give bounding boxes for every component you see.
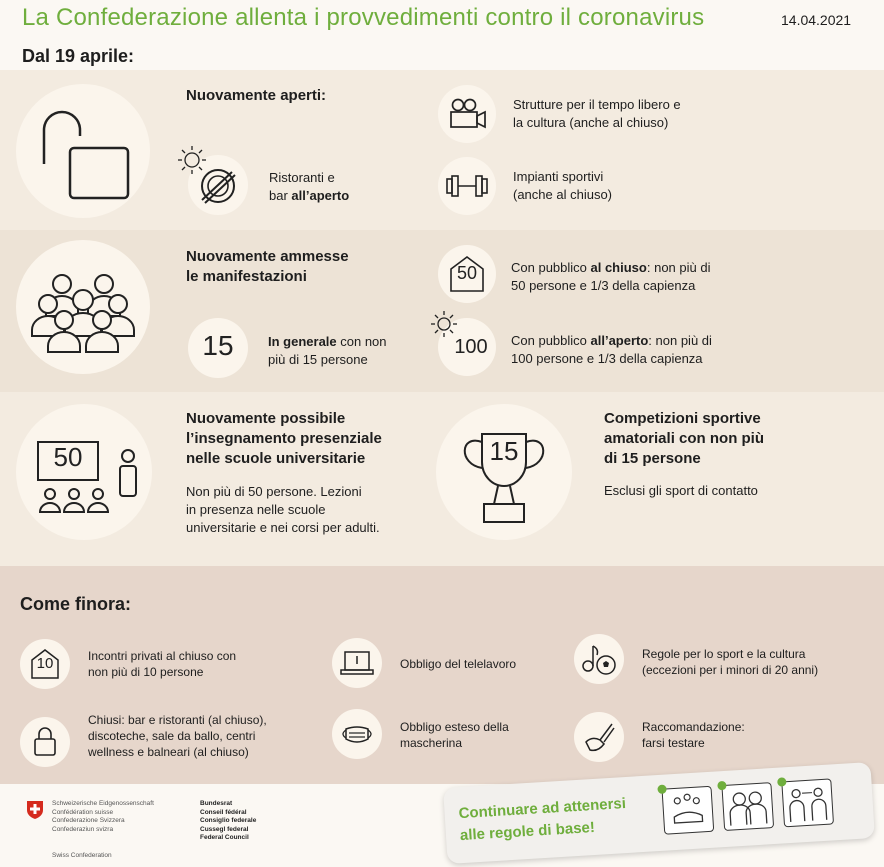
people-distance-icon — [782, 779, 833, 826]
trophy-icon — [436, 404, 572, 540]
since-heading: Dal 19 aprile: — [22, 46, 135, 66]
teaching-body-1: Non più di 50 persone. Lezioni — [186, 484, 362, 499]
swiss-confederation: Swiss Confederation — [52, 852, 112, 859]
mask-text — [400, 719, 509, 751]
general-bold: In generale — [268, 334, 337, 349]
card-line1: Continuare ad attenersi — [458, 795, 627, 823]
sports-line1: Impianti sportivi — [513, 169, 604, 184]
badge-100: 100 — [454, 336, 488, 358]
video-camera-icon — [438, 85, 496, 143]
handwashing-box — [662, 786, 715, 835]
trophy-badge-15: 15 — [489, 436, 519, 466]
date-label: 14.04.2021 — [781, 12, 852, 28]
teaching-heading-1: Nuovamente possibile — [186, 410, 346, 427]
outdoor-a: Con pubblico — [511, 333, 591, 348]
distance-box — [781, 778, 834, 827]
handwashing-icon — [663, 787, 714, 834]
laptop-icon — [332, 638, 382, 688]
outdoor-audience-text — [511, 332, 712, 368]
leisure-line1: Strutture per il tempo libero e — [513, 97, 681, 112]
people-masks-icon — [722, 783, 773, 830]
conf-fr: Confédération suisse — [52, 808, 114, 816]
restaurants-line2a: bar — [269, 188, 292, 203]
private-meetings-text — [88, 648, 236, 680]
note-ball-icon — [574, 634, 624, 684]
outdoor-c: : non più di — [648, 333, 712, 348]
mask-line2: mascherina — [400, 736, 463, 750]
unchanged-heading: Come finora: — [20, 594, 132, 614]
competitions-body: Esclusi gli sport di contatto — [604, 483, 758, 498]
restaurants-line1: Ristoranti e — [269, 170, 335, 185]
confederation-names — [52, 800, 154, 834]
teaching-body-3: universitarie e nei corsi per adulti. — [186, 520, 380, 535]
leisure-text — [513, 96, 681, 132]
open-lock-icon — [16, 84, 150, 218]
culture-line1: Regole per lo sport e la cultura — [642, 647, 806, 661]
indoor-line2: 50 persone e 1/3 della capienza — [511, 278, 696, 293]
page-title: La Confederazione allenta i provvedimenti contro il coronavirus — [22, 4, 705, 31]
crowd-icon — [16, 240, 150, 374]
basic-rules-text — [458, 793, 628, 847]
indoor-audience-text — [511, 259, 710, 295]
indoor-b: al chiuso — [590, 260, 647, 275]
council-de: Bundesrat — [200, 800, 233, 807]
culture-line2: (eccezioni per i minori di 20 anni) — [642, 663, 819, 677]
lock-icon — [20, 717, 70, 767]
teaching-body — [186, 483, 380, 537]
card-line2: alle regole di base! — [459, 818, 596, 845]
private-line2: non più di 10 persone — [88, 665, 204, 679]
closed-line1: Chiusi: bar e ristoranti (al chiuso), — [88, 713, 267, 727]
restaurants-line2b: all’aperto — [291, 188, 350, 203]
outdoor-line2: 100 persone e 1/3 della capienza — [511, 351, 703, 366]
mask-icon — [332, 709, 382, 759]
conf-de: Schweizerische Eidgenossenschaft — [52, 800, 154, 807]
sports-facilities-text — [513, 168, 612, 204]
test-swab-icon — [574, 712, 624, 762]
leisure-line2: la cultura (anche al chiuso) — [513, 115, 669, 130]
events-heading-line1: Nuovamente ammesse — [186, 248, 349, 265]
private-line1: Incontri privati al chiuso con — [88, 649, 237, 663]
events-heading-line2: le manifestazioni — [186, 268, 307, 285]
indoor-a: Con pubblico — [511, 260, 591, 275]
council-fr: Conseil fédéral — [200, 808, 247, 816]
competitions-heading-3: di 15 persone — [604, 450, 701, 467]
restaurant-sun-icon — [172, 140, 252, 220]
swiss-shield-icon — [26, 800, 44, 820]
badge-10: 10 — [36, 655, 54, 672]
distance-masks-box — [721, 782, 774, 831]
events-heading — [186, 247, 349, 287]
competitions-heading-1: Competizioni sportive — [604, 410, 761, 427]
competitions-heading-2: amatoriali con non più — [604, 430, 765, 447]
council-rm: Cussegl federal — [200, 825, 249, 833]
telework-text: Obbligo del telelavoro — [400, 657, 517, 671]
restaurants-text — [269, 169, 349, 205]
closed-line2: discoteche, sale da ballo, centri — [88, 729, 256, 743]
badge-15: 15 — [202, 330, 234, 361]
teaching-heading-3: nelle scuole universitarie — [186, 450, 366, 467]
testing-text — [642, 719, 745, 751]
testing-line1: Raccomandazione: — [642, 720, 745, 734]
competitions-heading — [604, 409, 764, 469]
closed-venues-text — [88, 712, 267, 760]
teaching-heading-2: l’insegnamento presenziale — [186, 430, 382, 447]
teaching-body-2: in presenza nelle scuole — [186, 502, 326, 517]
classroom-badge-50: 50 — [53, 442, 83, 472]
sport-culture-text — [642, 646, 818, 678]
closed-line3: wellness e balneari (al chiuso) — [88, 745, 249, 759]
general-line2: più di 15 persone — [268, 352, 368, 367]
outdoor-b: all’aperto — [590, 333, 649, 348]
badge-50-house: 50 — [456, 263, 478, 283]
teaching-heading — [186, 409, 382, 469]
general-rest: con non — [336, 334, 387, 349]
mask-line1: Obbligo esteso della — [400, 720, 509, 734]
conf-it: Confederazione Svizzera — [52, 817, 125, 824]
reopened-heading: Nuovamente aperti: — [186, 87, 327, 104]
testing-line2: farsi testare — [642, 736, 705, 750]
sports-line2: (anche al chiuso) — [513, 187, 612, 202]
indoor-c: : non più di — [646, 260, 711, 275]
dumbbell-icon — [438, 157, 496, 215]
council-en: Federal Council — [200, 834, 249, 841]
general-limit-text — [268, 333, 387, 369]
federal-council-names — [200, 800, 256, 843]
conf-rm: Confederaziun svizra — [52, 825, 114, 833]
council-it: Consiglio federale — [200, 817, 257, 824]
